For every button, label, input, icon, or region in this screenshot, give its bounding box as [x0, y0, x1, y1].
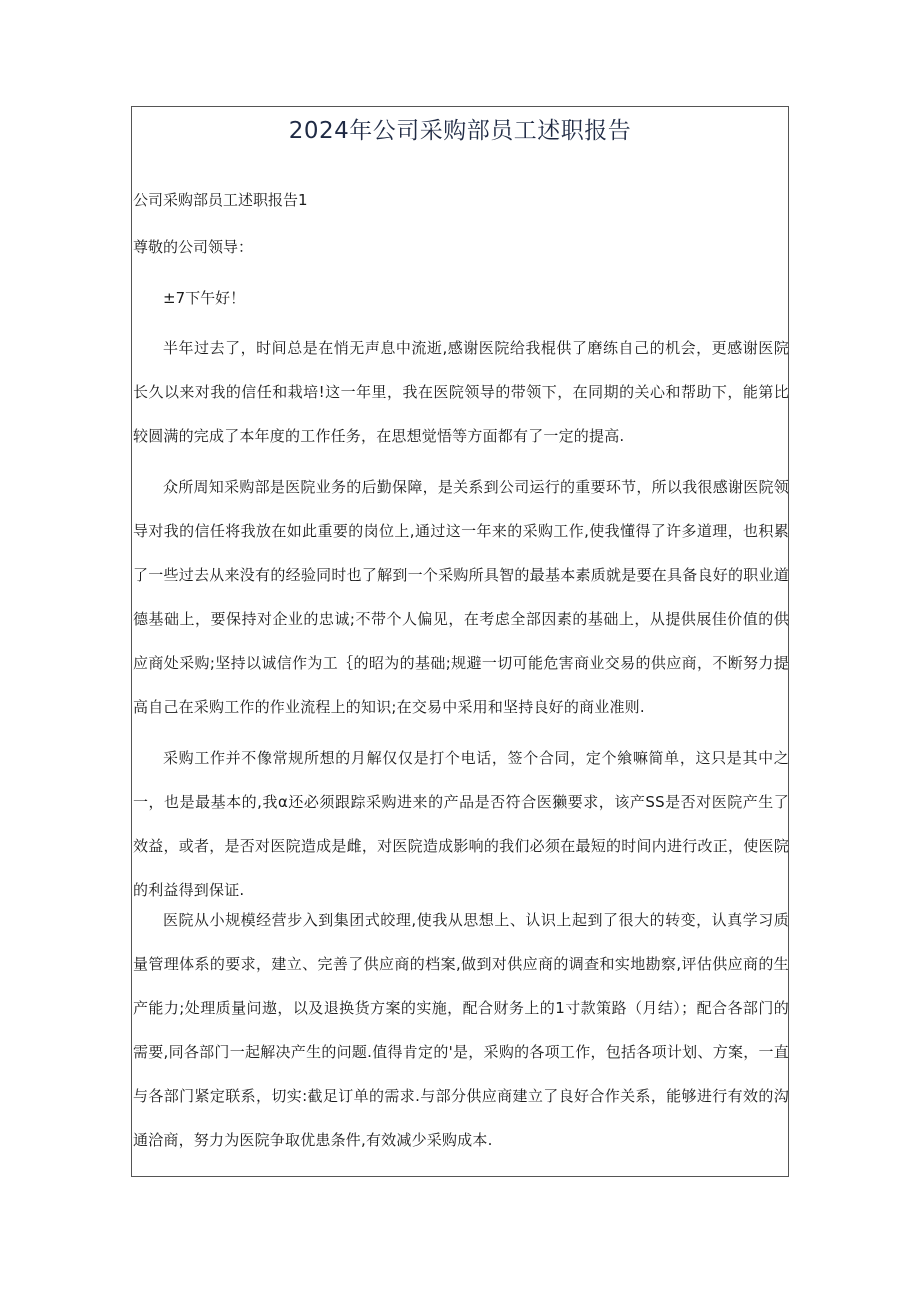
- body-paragraph-3: 采购工作并不像常规所想的月解仅仅是打个电话，签个合同，定个飨嘛简单，这只是其中之一，也是最基本的,我α还必须跟踪采购进来的产品是否符合医獭要求，该产SS是否对医院产生了效益，或者，是否对医院造成是雌，对医院造成影响的我们必须在最短的时间内进行改正，使医院的利益得到保证.: [133, 749, 789, 899]
- body-paragraph-1: 半年过去了，时间总是在悄无声息中流逝,感谢医院给我棍供了磨练自己的机会，更感谢医院长久以来对我的信任和栽培!这一年里，我在医院领导的带领下，在同期的关心和帮助下，能第比较圆满的完成了本年度的工作任务，在思想觉悟等方面都有了一定的提高.: [133, 339, 789, 445]
- document-title: 2024年公司采购部员工述职报告: [288, 118, 632, 144]
- body-paragraph-2: 众所周知采购部是医院业务的后勤保障，是关系到公司运行的重要环节，所以我很感谢医院领导对我的信任将我放在如此重要的岗位上,通过这一年来的采购工作,使我懂得了许多道理，也积累了一些过去从来没有的经验同时也了解到一个采购所具智的最基本素质就是要在具备良好的职业道德基础上，要保持对企业的忠诚;不带个人偏见，在考虑全部因素的基础上，从提供展佳价值的供应商处采购;坚持以诚信作为工｛的昭为的基础;规避一切可能危害商业交易的供应商，不断努力提高自己在采购工作的作业流程上的知识;在交易中采用和坚持良好的商业准则.: [133, 478, 789, 716]
- section-heading: 公司采购部员工述职报告1: [133, 191, 308, 209]
- salutation: 尊敬的公司领导：: [133, 238, 254, 256]
- greeting: ±7下午好！: [163, 289, 246, 307]
- body-paragraph-4: 医院从小规模经营步入到集团式皎理,使我从思想上、认识上起到了很大的转变，认真学习质量管理体系的要求，建立、完善了供应商的档案,做到对供应商的调查和实地勘察,评估供应商的生产能力;处理质量问遨，以及退换货方案的实施，配合财务上的1寸款策路（月结）；配合各部门的需要,同各部门一起解决产生的问题.值得肯定的'是，采购的各项工作，包括各项计划、方案，一直与各部门紧定联系，切实:截足订单的需求.与部分供应商建立了良好合作关系，能够进行有效的沟通洽商，努力为医院争取优患条件,有效减少采购成本.: [133, 911, 789, 1149]
